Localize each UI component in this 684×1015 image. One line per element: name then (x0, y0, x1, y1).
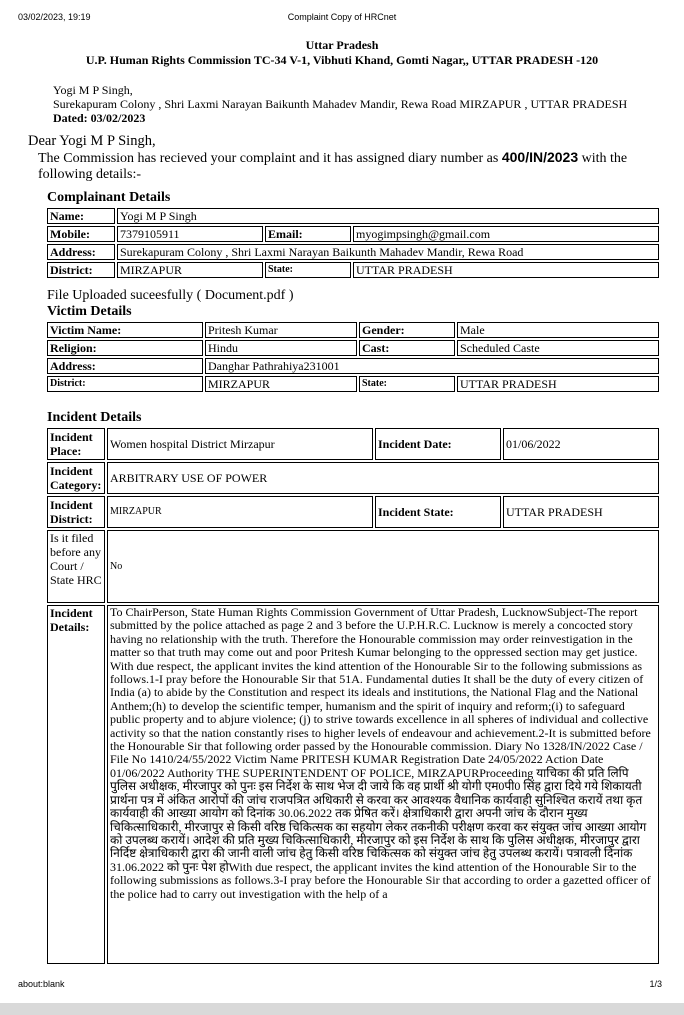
letterhead-commission: U.P. Human Rights Commission TC-34 V-1, Vibhuti Khand, Gomti Nagar,, UTTAR PRADESH -120 (85, 53, 599, 67)
incident-details: To ChairPerson, State Human Rights Commission Government of Uttar Pradesh, LucknowSubject-The report submitted by the police attached as page 2 and 3 before the U.P.H.R.C. Lucknow is merely a concocted story having no relationship with the truth. Therefore the Honourable commission may order reinvestigation in the matter so that truth may come out and poor Pritesh Kumar belonging to the oppressed section may get justice. With due respect, the applicant invites the kind attention of the Honourable Sir to the following submissions as follows.1-I pray before the Honourable Sir that 51A. Fundamental duties It shall be the duty of every citizen of India (a) to abide by the Constitution and respect its ideals and institutions, the National Flag and the National Anthem;(h) to develop the scientific temper, humanism and the spirit of inquiry and reform;(i) to safeguard public property and to abjure violence; (j) to strive towards excellence in all spheres of individual and collective activity so that the nation constantly rises to higher levels of endeavour and achievement.2-It is submitted before the Honourable Sir that following order passed by the Honourable commission. Diary No 1328/IN/2022 Case / File No 1410/24/55/2022 Victim Name PRITESH KUMAR Registration Date 24/05/2022 Action Date 01/06/2022 Authority THE SUPERINTENDENT OF POLICE, MIRZAPURProceeding याचिका की प्रति लिपि पुलिस अधीक्षक, मीरजापुर को पुनः इस निर्देश के साथ भेज दी जाये कि वह प्रार्थी श्री योगी एम0पी0 सिंह द्वारा दिये गये शिकायती प्रार्थना पत्र में अंकित आरोपों की जांच राजपत्रित अधिकारी से करवा कर आवश्यक वैधानिक कार्यवाही सुनिश्चित करायें तथा कृत कार्यवाही की आख्या आयोग को दिनांक 30.06.2022 तक प्रेषित करें। क्षेत्राधिकारी द्वारा अपनी जांच के दौरान मुख्य चिकित्साधिकारी, मीरजापुर से किसी वरिष्ठ चिकित्सक का सहयोग लेकर तकनीकी परीक्षण करवा कर संयुक्त जांच आख्या आयोग को उपलब्ध करायें। आदेश की प्रति मुख्य चिकित्साधिकारी, मीरजापुर को इस निर्देश के साथ कि पुलिस अधीक्षक, मीरजापुर द्वारा निर्दिष्ट क्षेत्राधिकारी द्वारा की जानी वाली जांच हेतु किसी वरिष्ठ चिकित्सक को संयुक्त जांच हेतु उपलब्ध करायें। पत्रावली दिनांक 31.06.2022 को पुनः पेश होWith due respect, the applicant invites the kind attention of the Honourable Sir to the following submissions as follows.3-I pray before the Honourable Sir that according to order a gazetted officer of the police had to carry out investigation with the help of a (110, 606, 651, 901)
label-name: Name: (47, 208, 115, 224)
label-state: State: (265, 262, 351, 278)
complainant-state: UTTAR PRADESH (353, 262, 659, 278)
recipient-name: Yogi M P Singh, (53, 83, 133, 97)
label-mobile: Mobile: (47, 226, 115, 242)
intro-after: with the following details:- (38, 151, 628, 182)
victim-heading: Victim Details (47, 304, 132, 319)
recipient-dated: Dated: 03/02/2023 (53, 111, 146, 125)
victim-cast: Scheduled Caste (457, 340, 659, 356)
diary-number: 400/IN/2023 (501, 149, 579, 165)
recipient-block (53, 83, 627, 125)
victim-district: MIRZAPUR (205, 376, 357, 392)
label-religion: Religion: (47, 340, 203, 356)
complainant-district: MIRZAPUR (117, 262, 263, 278)
incident-court: No (107, 530, 659, 603)
victim-state: UTTAR PRADESH (457, 376, 659, 392)
label-victim-district: District: (47, 376, 203, 392)
label-victim-address: Address: (47, 358, 203, 374)
incident-state: UTTAR PRADESH (503, 496, 659, 528)
label-incident-category: Incident Category: (47, 462, 105, 494)
salutation: Dear Yogi M P Singh, (28, 133, 156, 149)
label-victim-name: Victim Name: (47, 322, 203, 338)
complainant-email: myogimpsingh@gmail.com (353, 226, 659, 242)
label-victim-state: State: (359, 376, 455, 392)
label-court: Is it filed before any Court / State HRC (47, 530, 105, 603)
incident-place: Women hospital District Mirzapur (107, 428, 373, 460)
incident-district: MIRZAPUR (107, 496, 373, 528)
label-incident-date: Incident Date: (375, 428, 501, 460)
upload-note: File Uploaded suceesfully ( Document.pdf ) (47, 288, 294, 303)
bottom-scroll-bar (0, 1003, 684, 1015)
complainant-mobile: 7379105911 (117, 226, 263, 242)
complainant-table (45, 206, 661, 280)
footer-page: 1/3 (649, 979, 662, 989)
label-incident-details: Incident Details: (47, 605, 105, 964)
label-incident-district: Incident District: (47, 496, 105, 528)
label-incident-place: Incident Place: (47, 428, 105, 460)
intro-before: The Commission has recieved your complaint and it has assigned diary number as (38, 151, 502, 166)
print-footer (18, 979, 666, 989)
incident-details-cell (107, 605, 659, 964)
victim-religion: Hindu (205, 340, 357, 356)
complainant-heading: Complainant Details (47, 190, 171, 205)
letterhead-state: Uttar Pradesh (305, 38, 379, 52)
incident-heading: Incident Details (47, 410, 142, 425)
incident-table (45, 426, 661, 966)
label-district: District: (47, 262, 115, 278)
intro-paragraph (38, 149, 663, 183)
victim-name: Pritesh Kumar (205, 322, 357, 338)
complainant-address: Surekapuram Colony , Shri Laxmi Narayan Baikunth Mahadev Mandir, Rewa Road (117, 244, 659, 260)
recipient-address: Surekapuram Colony , Shri Laxmi Narayan Baikunth Mahadev Mandir, Rewa Road MIRZAPUR , UTTAR PRADESH (53, 97, 628, 111)
label-address: Address: (47, 244, 115, 260)
victim-table (45, 320, 661, 394)
label-email: Email: (265, 226, 351, 242)
label-gender: Gender: (359, 322, 455, 338)
complainant-name: Yogi M P Singh (117, 208, 659, 224)
victim-address: Danghar Pathrahiya231001 (205, 358, 659, 374)
victim-gender: Male (457, 322, 659, 338)
print-title: Complaint Copy of HRCnet (287, 12, 397, 22)
incident-date: 01/06/2022 (503, 428, 659, 460)
label-incident-state: Incident State: (375, 496, 501, 528)
print-datetime: 03/02/2023, 19:19 (18, 12, 91, 22)
footer-url: about:blank (18, 979, 65, 989)
incident-category: ARBITRARY USE OF POWER (107, 462, 659, 494)
label-cast: Cast: (359, 340, 455, 356)
